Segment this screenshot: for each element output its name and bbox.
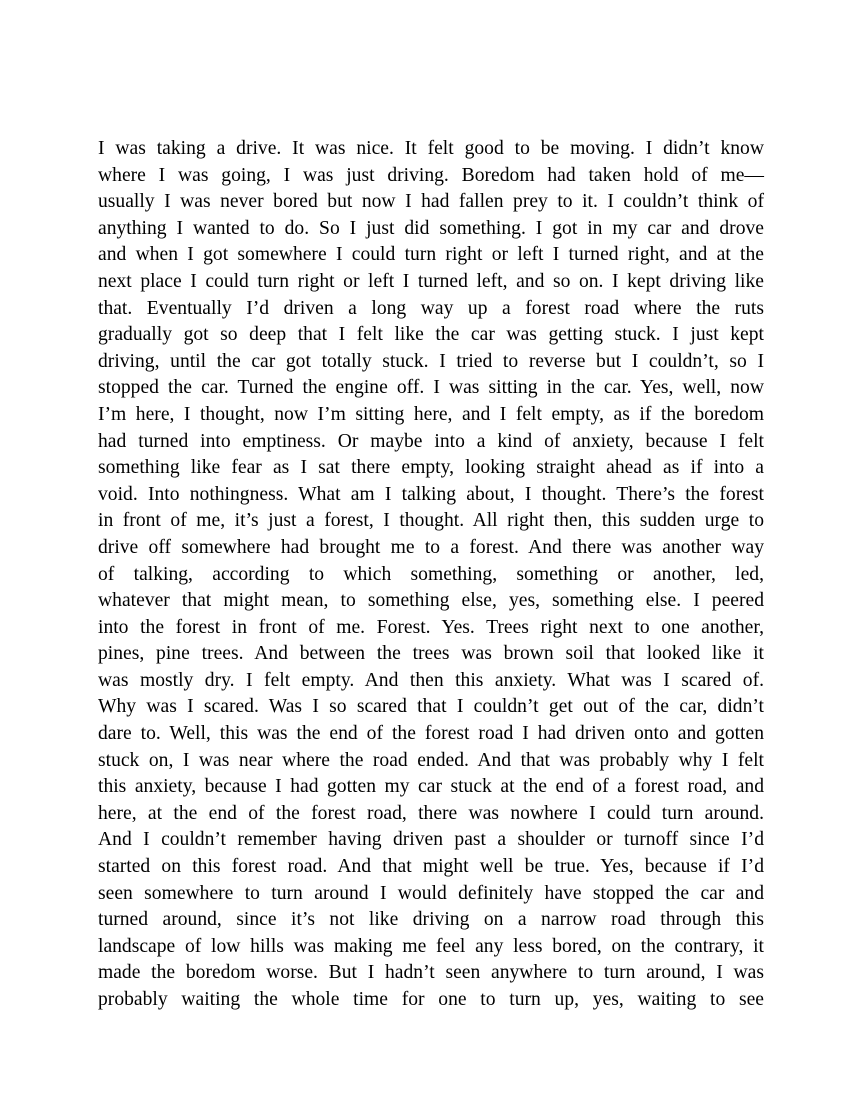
- text-line: this anxiety, because I had gotten my car stuck at the end of a forest road, and: [98, 776, 764, 798]
- text-line: landscape of low hills was making me feel any less bored, on the contrary, it: [98, 935, 764, 957]
- text-line: turned around, since it’s not like driving on a narrow road through this: [98, 909, 764, 931]
- text-line: in front of me, it’s just a forest, I thought. All right then, this sudden urge to: [98, 510, 764, 532]
- text-line: pines, pine trees. And between the trees was brown soil that looked like it: [98, 643, 764, 665]
- text-line: probably waiting the whole time for one to turn up, yes, waiting to see: [98, 989, 764, 1010]
- text-line: of talking, according to which something, something or another, led,: [98, 563, 764, 585]
- text-line: had turned into emptiness. Or maybe into a kind of anxiety, because I felt: [98, 430, 764, 452]
- text-line: And I couldn’t remember having driven past a shoulder or turnoff since I’d: [98, 829, 764, 851]
- text-line: I’m here, I thought, now I’m sitting here, and I felt empty, as if the boredom: [98, 403, 764, 425]
- text-line: gradually got so deep that I felt like the car was getting stuck. I just kept: [98, 324, 764, 346]
- text-line: made the boredom worse. But I hadn’t seen anywhere to turn around, I was: [98, 962, 764, 984]
- text-line: Why was I scared. Was I so scared that I couldn’t get out of the car, didn’t: [98, 696, 764, 718]
- text-line: stuck on, I was near where the road ended. And that was probably why I felt: [98, 749, 764, 771]
- text-line: here, at the end of the forest road, there was nowhere I could turn around.: [98, 802, 764, 824]
- text-line: that. Eventually I’d driven a long way up a forest road where the ruts: [98, 297, 764, 319]
- body-text: [98, 136, 764, 1014]
- text-line: void. Into nothingness. What am I talking about, I thought. There’s the forest: [98, 483, 764, 505]
- text-line: seen somewhere to turn around I would definitely have stopped the car and: [98, 882, 764, 904]
- text-line: usually I was never bored but now I had fallen prey to it. I couldn’t think of: [98, 191, 764, 213]
- text-line: anything I wanted to do. So I just did something. I got in my car and drove: [98, 217, 764, 239]
- text-line: and when I got somewhere I could turn right or left I turned right, and at the: [98, 244, 764, 266]
- text-line: dare to. Well, this was the end of the forest road I had driven onto and gotten: [98, 723, 764, 745]
- text-line: into the forest in front of me. Forest. Yes. Trees right next to one another,: [98, 616, 764, 638]
- text-line: was mostly dry. I felt empty. And then this anxiety. What was I scared of.: [98, 669, 764, 691]
- text-line: drive off somewhere had brought me to a forest. And there was another way: [98, 536, 764, 558]
- text-line: something like fear as I sat there empty, looking straight ahead as if into a: [98, 457, 764, 479]
- text-line: where I was going, I was just driving. Boredom had taken hold of me—: [98, 164, 764, 186]
- text-line: driving, until the car got totally stuck. I tried to reverse but I couldn’t, so I: [98, 350, 764, 372]
- text-line: I was taking a drive. It was nice. It felt good to be moving. I didn’t know: [98, 138, 764, 159]
- text-line: next place I could turn right or left I turned left, and so on. I kept driving like: [98, 270, 764, 292]
- text-line: stopped the car. Turned the engine off. I was sitting in the car. Yes, well, now: [98, 377, 764, 399]
- text-line: whatever that might mean, to something else, yes, something else. I peered: [98, 590, 764, 612]
- text-line: started on this forest road. And that might well be true. Yes, because if I’d: [98, 856, 764, 878]
